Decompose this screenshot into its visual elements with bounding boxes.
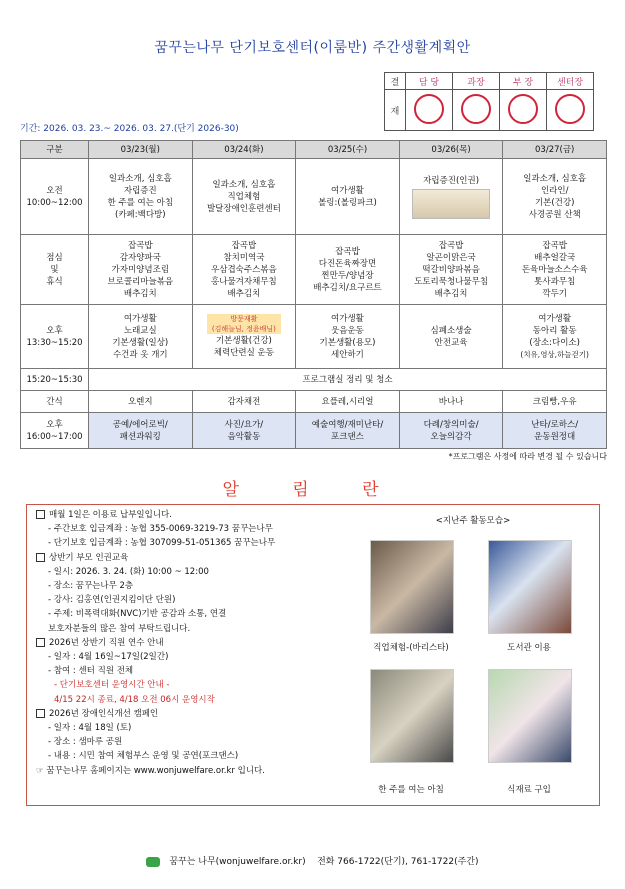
cell-line: (치유,영상,하늘걷기): [520, 349, 589, 359]
photo-caption: 식재료 구입: [507, 785, 551, 795]
label-text: 오전: [46, 185, 63, 196]
cell-line: 예술여행/재미난타/: [311, 419, 384, 430]
notice-item: [36, 522, 376, 536]
approval-header: 과장: [453, 73, 500, 90]
cell-line: 한 주를 여는 아침: [107, 197, 174, 208]
notice-item: [36, 678, 376, 692]
cell-line: 자립증진(인권): [423, 175, 480, 186]
schedule-cell: [503, 235, 607, 305]
activity-row: [21, 413, 607, 449]
cell-line: 포크댄스: [331, 431, 364, 442]
photo-caption: 도서관 이용: [507, 643, 551, 653]
page-title: 꿈꾸는나무 단기보호센터(이룸반) 주간생활계획안: [154, 40, 471, 56]
notice-item: [36, 664, 376, 678]
signature-cell: [406, 90, 453, 131]
cell-line: 난타/로하스/: [531, 419, 579, 430]
row-label: [21, 159, 89, 235]
schedule-cell: [192, 305, 296, 369]
schedule-cell: [399, 159, 503, 235]
photo-barista: [370, 540, 454, 634]
approval-box: [384, 72, 594, 131]
notice-item: [36, 650, 376, 664]
cell-line: 일과소개, 심호흡: [212, 179, 276, 190]
schedule-cell: [89, 159, 193, 235]
footer: [0, 854, 625, 867]
cell-line: 참치미역국: [223, 252, 265, 263]
notice-item: [36, 721, 376, 735]
cell-line: 깍두기: [542, 288, 567, 299]
schedule-cell: [296, 159, 400, 235]
cell-line: 감자양파국: [119, 252, 161, 263]
cell-line: 브로콜리마늘볶음: [107, 276, 174, 287]
schedule-header-row: [21, 141, 607, 159]
notice-item: [36, 607, 376, 621]
cell-line: 배추김치: [227, 288, 261, 299]
checkbox-icon: [36, 638, 45, 647]
notice-item: [36, 749, 376, 763]
approval-header: 담 당: [406, 73, 453, 90]
stamp-icon: [508, 94, 538, 124]
cell-line: 여가생활: [331, 185, 364, 196]
cell-line: 돈육마늘소스수육: [521, 264, 588, 275]
notice-item: [36, 636, 376, 650]
label-text: 점심: [46, 252, 63, 263]
notice-text: 2026년 상반기 직원 연수 안내: [49, 637, 164, 648]
cell-line: 볼링:(볼링파크): [318, 197, 377, 208]
cell-line: (카페:백다방): [115, 209, 166, 220]
schedule-cell: [89, 413, 193, 449]
schedule-cell: 오렌지: [89, 391, 193, 413]
notice-text: - 강사: 김홍연(인권지킴이단 단원): [48, 595, 176, 606]
schedule-cell: [89, 305, 193, 369]
schedule-cell: [296, 413, 400, 449]
label-time: 13:30~15:20: [26, 337, 83, 348]
notice-text: - 단기보호센터 운영시간 안내 -: [54, 680, 170, 691]
notice-text: - 일자 : 4월 16일~17일(2일간): [48, 652, 169, 663]
notice-text: - 일자 : 4월 18일 (토): [48, 723, 132, 734]
notice-item: [36, 536, 376, 550]
cell-line: 잡곡밥: [231, 240, 257, 251]
schedule-cell: 감자채전: [192, 391, 296, 413]
cell-line: 잡곡밥: [438, 240, 464, 251]
notice-text: - 장소 : 샘마루 공원: [48, 737, 123, 748]
label-text: 오후: [46, 419, 63, 430]
cell-line: 심폐소생술: [430, 325, 472, 336]
cell-line: 다진돈육짜장면: [318, 258, 377, 269]
cell-line: 다례/창의미술/: [423, 419, 479, 430]
schedule-cell: 요플레,시리얼: [296, 391, 400, 413]
notice-item: [36, 593, 376, 607]
snack-row: [21, 391, 607, 413]
cell-line: 사진/요가/: [224, 419, 264, 430]
row-label: 간식: [21, 391, 89, 413]
lunch-row: [21, 235, 607, 305]
cell-line: 인라인/: [540, 185, 569, 196]
cell-line: 사경공원 산책: [528, 209, 581, 220]
schedule-cell: [192, 159, 296, 235]
org-logo-icon: [146, 857, 160, 867]
cell-line: 잡곡밥: [542, 240, 567, 251]
cell-line: 알곤이맑은국: [426, 252, 476, 263]
checkbox-icon: [36, 709, 45, 718]
header-cell: 03/25(수): [296, 141, 400, 159]
header-cell: 03/26(목): [399, 141, 503, 159]
cell-line: (장소:다이소): [529, 337, 580, 348]
cell-line: 체력단련실 운동: [213, 348, 274, 358]
cell-line: 노래교실: [123, 325, 157, 336]
break-row: [21, 369, 607, 391]
notice-text: 4/15 22시 종료, 4/18 오전 06시 운영시작: [54, 694, 215, 705]
cell-line: 직업체험: [227, 191, 261, 202]
notice-title: 알 림 란: [222, 480, 403, 500]
notice-item: [36, 707, 376, 721]
notice-item: [36, 735, 376, 749]
notice-text: - 주제: 비폭력대화(NVC)기반 공감과 소통, 연결: [48, 609, 227, 620]
header-cell: 구분: [21, 141, 89, 159]
cell-line: 발달장애인훈련센터: [206, 203, 281, 214]
header-cell: 03/24(화): [192, 141, 296, 159]
stamp-icon: [555, 94, 585, 124]
cell-line: 안전교육: [434, 337, 468, 348]
label-text: 및: [50, 264, 59, 275]
schedule-cell: [503, 305, 607, 369]
row-label: [21, 413, 89, 449]
cell-line: 배추얼갈국: [534, 252, 576, 263]
notice-item: [36, 551, 376, 565]
notice-text: - 주간보호 입금계좌 : 농협 355-0069-3219-73 꿈꾸는나무: [48, 524, 273, 535]
cell-line: 동아리 활동: [532, 325, 577, 336]
checkbox-icon: [36, 553, 45, 562]
header-cell: 03/27(금): [503, 141, 607, 159]
approval-side-2: 재: [385, 90, 406, 131]
cell-line: 도토리묵청나물무침: [414, 276, 489, 287]
schedule-cell: [192, 235, 296, 305]
schedule-cell: [503, 413, 607, 449]
cell-line: 세안하기: [331, 349, 364, 360]
cell-line: 홍나물겨자채무침: [211, 276, 277, 287]
photo-morning: [370, 669, 454, 763]
cell-line: 여가생활: [538, 313, 572, 324]
cell-line: 가자미양념조림: [111, 264, 170, 275]
footer-phone: 전화 766-1722(단기), 761-1722(주간): [317, 857, 479, 867]
poster-image: [412, 189, 490, 219]
morning-row: [21, 159, 607, 235]
notice-text: - 참여 : 센터 직원 전체: [48, 666, 134, 677]
signature-cell: [453, 90, 500, 131]
cell-line: 기본생활(일상): [112, 337, 169, 348]
notice-text: 2026년 장애인식개선 캠페인: [49, 708, 159, 719]
schedule-cell: [89, 235, 193, 305]
signature-cell: [547, 90, 594, 131]
notice-text: 매월 1일은 이용료 납부일입니다.: [49, 510, 172, 520]
photo-caption: 한 주를 여는 아침: [378, 785, 444, 795]
cell-line: 패션과워킹: [119, 431, 161, 442]
cell-line: 여가생활: [331, 313, 364, 324]
cell-line: 톳사과무침: [534, 276, 576, 287]
label-text: 오후: [46, 325, 63, 336]
schedule-note: *프로그램은 사정에 따라 변경 될 수 있습니다: [448, 452, 607, 461]
stamp-icon: [461, 94, 491, 124]
notice-item: [36, 622, 376, 636]
cell-line: 기본(건강): [534, 197, 575, 208]
cell-line: 음악활동: [227, 431, 261, 442]
schedule-period: 기간: 2026. 03. 23.~ 2026. 03. 27.(단기 2026-30): [20, 124, 239, 134]
notice-text: - 일시: 2026. 3. 24. (화) 10:00 ~ 12:00: [48, 566, 209, 577]
schedule-cell: [399, 413, 503, 449]
notice-item: [36, 764, 376, 778]
schedule-cell: [192, 413, 296, 449]
stamp-icon: [414, 94, 444, 124]
label-text: 휴식: [46, 276, 63, 287]
label-time: 10:00~12:00: [26, 197, 83, 208]
notice-text: 상반기 부모 인권교육: [49, 552, 129, 563]
cell-line: 수건과 옷 개기: [112, 349, 168, 360]
signature-cell: [500, 90, 547, 131]
row-label: 15:20~15:30: [21, 369, 89, 391]
tag-line: 방문재활: [230, 315, 258, 323]
notice-list: [36, 508, 376, 778]
cell-line: 배추김치: [434, 288, 468, 299]
schedule-cell: [296, 305, 400, 369]
schedule-cell: [399, 305, 503, 369]
schedule-cell: 크림빵,우유: [503, 391, 607, 413]
notice-text: 보호자분들의 많은 참여 부탁드립니다.: [48, 623, 191, 634]
weekly-schedule-table: [20, 140, 607, 449]
cell-line: 배추김치/요구르트: [313, 282, 382, 293]
row-label: [21, 305, 89, 369]
photo-grocery: [488, 669, 572, 763]
cell-line: 오늘의감각: [430, 431, 472, 442]
schedule-cell: [399, 235, 503, 305]
photo-library: [488, 540, 572, 634]
header-cell: 03/23(월): [89, 141, 193, 159]
notice-text: - 단기보호 입금계좌 : 농협 307099-51-051365 꿈꾸는나무: [48, 538, 276, 549]
cell-line: 일과소개, 심호흡: [523, 173, 587, 184]
notice-item: [36, 508, 376, 522]
notice-text: - 장소: 꿈꾸는나무 2층: [48, 581, 134, 592]
cell-line: 잡곡밥: [335, 246, 360, 257]
cell-line: 여가생활: [123, 313, 157, 324]
approval-header: 부 장: [500, 73, 547, 90]
cell-line: 운동원정대: [534, 431, 576, 442]
notice-text: - 내용 : 시민 참여 체험부스 운영 및 공연(포크댄스): [48, 751, 239, 762]
tag-line: (김해늘님, 정윤배님): [211, 325, 276, 333]
cell-line: 찐만두/양념장: [321, 270, 374, 281]
notice-item: [36, 693, 376, 707]
cell-line: 잡곡밥: [127, 240, 153, 251]
cell-line: 기본생활(용모): [319, 337, 376, 348]
notice-text: ☞ 꿈꾸는나무 홈페이지는 www.wonjuwelfare.or.kr 입니다.: [36, 765, 265, 776]
cell-line: 웃음운동: [331, 325, 364, 336]
visit-rehab-tag: [207, 314, 281, 334]
schedule-cell: [296, 235, 400, 305]
schedule-cell: [503, 159, 607, 235]
schedule-cell: 바나나: [399, 391, 503, 413]
checkbox-icon: [36, 510, 45, 519]
cell-line: 떡갈비양파볶음: [422, 264, 480, 275]
row-label: [21, 235, 89, 305]
cell-line: 기본생활(건강): [215, 336, 272, 346]
notice-item: [36, 565, 376, 579]
afternoon-row: [21, 305, 607, 369]
label-time: 16:00~17:00: [26, 431, 83, 442]
cell-line: 배추김치: [123, 288, 157, 299]
photo-caption: 직업체험-(바리스타): [373, 643, 449, 653]
approval-side-1: 결: [385, 73, 406, 90]
cell-line: 우삼겹숙주스볶음: [211, 264, 277, 275]
notice-item: [36, 579, 376, 593]
cell-line: 일과소개, 심호흡: [108, 173, 172, 184]
schedule-cell: 프로그램실 정리 및 청소: [89, 369, 607, 391]
cell-line: 공예/에어로빅/: [112, 419, 168, 430]
gallery-title: <지난주 활동모습>: [435, 516, 511, 526]
cell-line: 자립증진: [123, 185, 157, 196]
approval-header: 센터장: [547, 73, 594, 90]
footer-org: 꿈꾸는 나무(wonjuwelfare.or.kr): [169, 857, 306, 867]
